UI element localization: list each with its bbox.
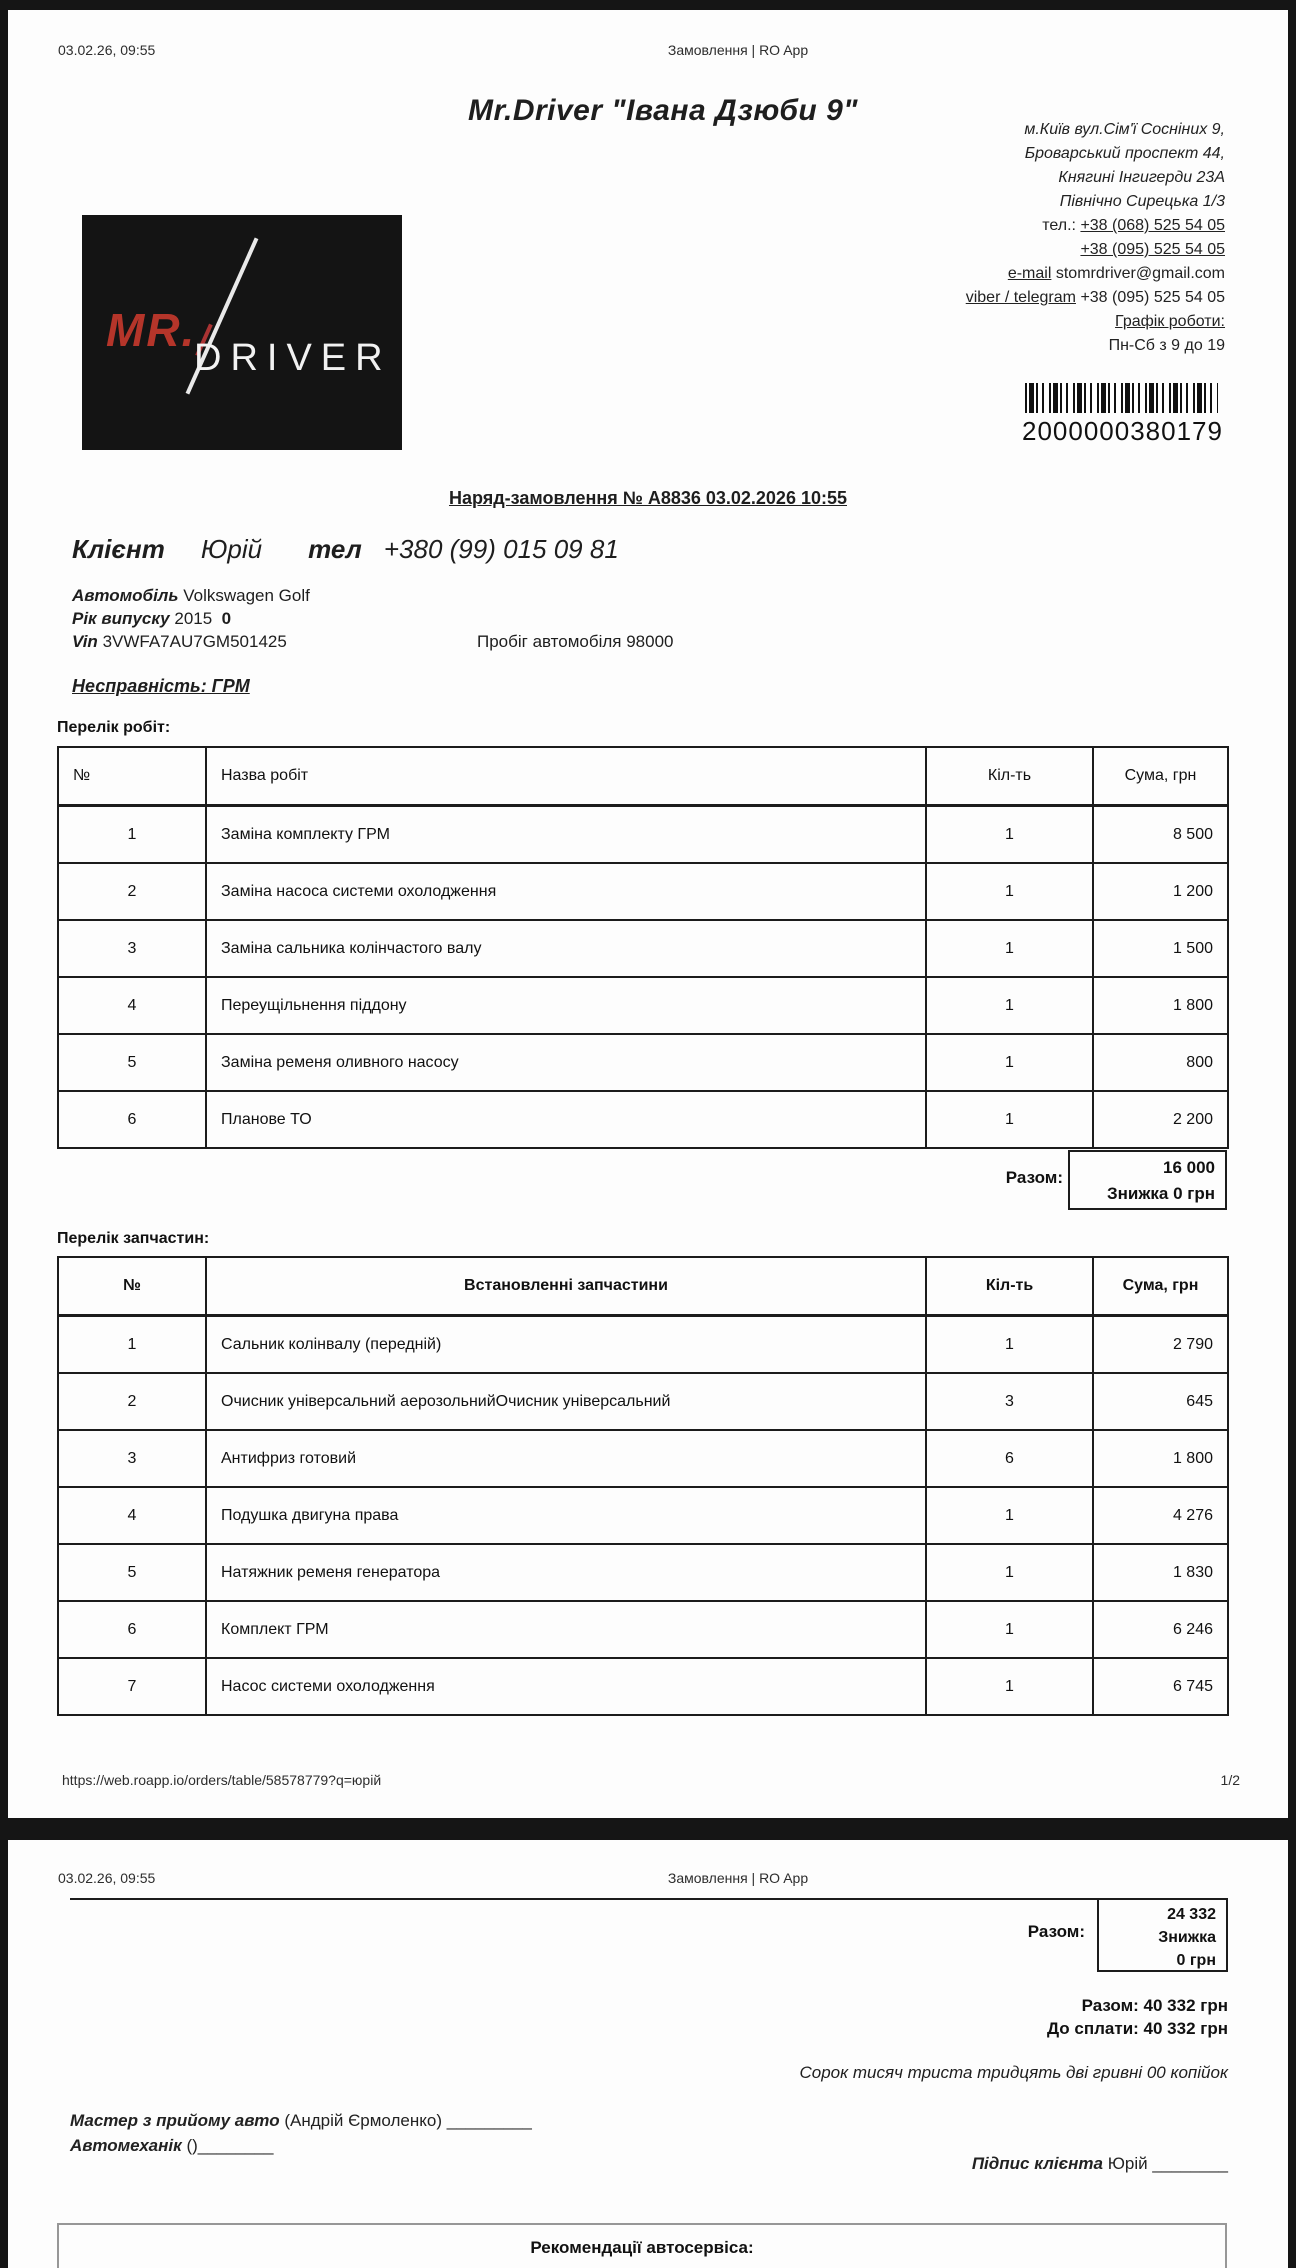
company-address-block — [725, 118, 1225, 358]
works-total-value: 16 000 — [1163, 1158, 1215, 1177]
table-row: 3 Антифриз готовий 6 1 800 — [58, 1430, 1228, 1487]
parts-table-top-rule — [70, 1898, 1228, 1900]
year-extra: 0 — [221, 609, 232, 628]
grand-total: Разом: 40 332 грн — [1081, 1996, 1228, 2015]
parts-total-label: Разом: — [1027, 1922, 1085, 1941]
address-line: Княгині Інгигерди 23А — [1058, 169, 1225, 186]
phone-link: +38 (068) 525 54 05 — [1080, 217, 1225, 234]
col-header-sum: Сума, грн — [1093, 747, 1228, 806]
table-row: 2 Заміна насоса системи охолодження 1 1 200 — [58, 863, 1228, 920]
parts-discount-line1: Знижка — [1158, 1929, 1216, 1946]
table-row: 5 Натяжник ременя генератора 1 1 830 — [58, 1544, 1228, 1601]
signature-blank: ________ — [197, 2136, 274, 2155]
master-signature-line: Мастер з прийому авто (Андрій Єрмоленко) _________ — [70, 2111, 532, 2130]
recommendations-title: Рекомендації автосервіса: — [530, 2238, 754, 2257]
to-pay-total: До сплати: 40 332 грн — [1046, 2019, 1228, 2038]
table-row: 7 Насос системи охолодження 1 6 745 — [58, 1658, 1228, 1715]
page-gap — [0, 1818, 1296, 1840]
print-datetime: 03.02.26, 09:55 — [58, 42, 156, 58]
works-title: Перелік робіт: — [57, 719, 171, 736]
col-header-qty: Кіл-ть — [926, 747, 1093, 806]
footer-page-number: 1/2 — [1220, 1772, 1240, 1788]
col-header-n: № — [58, 747, 206, 806]
client-label: Клієнт — [72, 534, 165, 564]
table-row: 4 Подушка двигуна права 1 4 276 — [58, 1487, 1228, 1544]
client-phone-label: тел — [308, 534, 362, 564]
parts-total-box — [1097, 1898, 1228, 1972]
car-value: Volkswagen Golf — [183, 586, 310, 605]
print-datetime: 03.02.26, 09:55 — [58, 1870, 156, 1886]
client-phone: +380 (99) 015 09 81 — [383, 534, 619, 564]
table-row: 5 Заміна ременя оливного насосу 1 800 — [58, 1034, 1228, 1091]
parts-title: Перелік запчастин: — [57, 1230, 210, 1247]
barcode — [1025, 383, 1218, 413]
schedule-label: Графік роботи: — [1115, 313, 1225, 330]
car-line: Автомобіль Volkswagen Golf — [72, 586, 310, 605]
phone-link: +38 (095) 525 54 05 — [1080, 241, 1225, 258]
vin-line: Vin 3VWFA7AU7GM501425 — [72, 632, 287, 651]
signature-blank: ________ — [1152, 2154, 1228, 2173]
messenger-line: viber / telegram +38 (095) 525 54 05 — [965, 289, 1225, 306]
table-row: 4 Переущільнення піддону 1 1 800 — [58, 977, 1228, 1034]
barcode-number: 2000000380179 — [1022, 416, 1223, 446]
defect-line: Несправність: ГРМ — [72, 676, 250, 696]
works-table — [57, 746, 1229, 1149]
email-line: e-mail stomrdriver@gmail.com — [1007, 265, 1225, 282]
works-total-box — [1068, 1150, 1227, 1210]
parts-total-value: 24 332 — [1167, 1906, 1216, 1923]
table-row: 1 Сальник колінвалу (передній) 1 2 790 — [58, 1316, 1228, 1374]
logo-driver-text: DRIVER — [194, 337, 392, 379]
mechanic-signature-line: Автомеханік ()________ — [70, 2136, 274, 2155]
recommendations-box — [57, 2223, 1227, 2268]
col-header-qty: Кіл-ть — [926, 1257, 1093, 1316]
table-row: 6 Комплект ГРМ 1 6 246 — [58, 1601, 1228, 1658]
company-logo — [82, 215, 402, 450]
print-doc-title: Замовлення | RO App — [667, 1870, 809, 1886]
print-doc-title: Замовлення | RO App — [667, 42, 809, 58]
mileage-line: Пробіг автомобіля 98000 — [477, 632, 674, 651]
phone-line-1: тел.: +38 (068) 525 54 05 — [1042, 217, 1225, 234]
phone-line-2 — [725, 238, 1225, 262]
table-row: 2 Очисник універсальний аерозольнийОчисник універсальний 3 645 — [58, 1373, 1228, 1430]
works-total-label: Разом: — [1005, 1168, 1063, 1187]
footer-url: https://web.roapp.io/orders/table/58578779?q=юрій — [62, 1772, 382, 1788]
logo-mr-text: MR. — [106, 304, 197, 356]
vin-value: 3VWFA7AU7GM501425 — [102, 632, 287, 651]
amount-in-words: Сорок тисяч триста тридцять дві гривні 00 копійок — [799, 2063, 1228, 2082]
year-line: Рік випуску 2015 0 — [72, 609, 232, 628]
page-2 — [8, 1840, 1288, 2268]
address-line: Броварський проспект 44, — [1024, 145, 1225, 162]
col-header-name: Назва робіт — [206, 747, 926, 806]
parts-table — [57, 1256, 1229, 1716]
company-title: Mr.Driver "Івана Дзюби 9" — [467, 94, 859, 127]
address-line: м.Київ вул.Сім'ї Сосніних 9, — [1024, 121, 1225, 138]
table-row: 6 Планове ТО 1 2 200 — [58, 1091, 1228, 1148]
works-discount: Знижка 0 грн — [1106, 1184, 1215, 1203]
client-line — [72, 534, 619, 565]
client-name: Юрій — [200, 534, 263, 564]
address-line: Північно Сирецька 1/3 — [1059, 193, 1225, 210]
order-title: Наряд-замовлення № А8836 03.02.2026 10:55 — [448, 488, 847, 508]
parts-discount-line2: 0 грн — [1176, 1952, 1216, 1969]
table-row: 1 Заміна комплекту ГРМ 1 8 500 — [58, 806, 1228, 864]
schedule-value: Пн-Сб з 9 до 19 — [1108, 337, 1225, 354]
parts-header-row — [58, 1257, 1228, 1316]
col-header-n: № — [58, 1257, 206, 1316]
col-header-sum: Сума, грн — [1093, 1257, 1228, 1316]
table-row: 3 Заміна сальника колінчастого валу 1 1 500 — [58, 920, 1228, 977]
works-header-row — [58, 747, 1228, 806]
client-signature-line: Підпис клієнта Юрій ________ — [971, 2154, 1228, 2173]
signature-blank: _________ — [446, 2111, 532, 2130]
year-value: 2015 — [174, 609, 213, 628]
col-header-name: Встановленні запчастини — [206, 1257, 926, 1316]
